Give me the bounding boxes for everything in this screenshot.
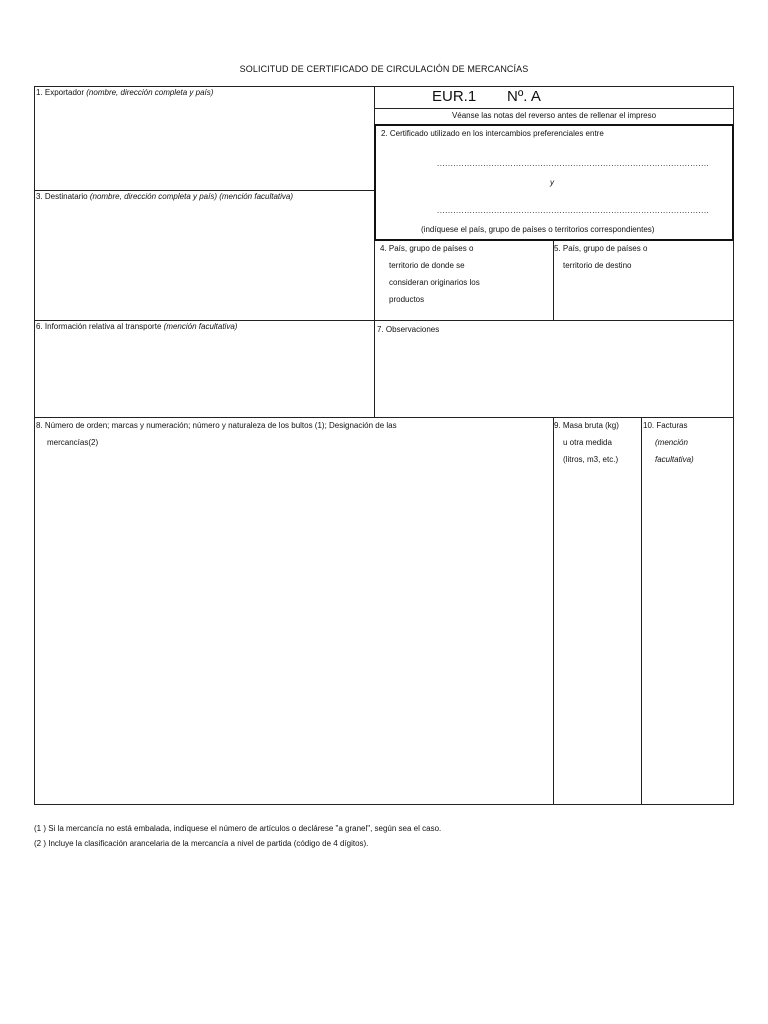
box5-label: 5. País, grupo de países o territorio de destino — [554, 244, 648, 270]
box8-label: 8. Número de orden; marcas y numeración; número y naturaleza de los bultos (1); Designación de las mercancías(2) — [36, 421, 397, 447]
box4-label: 4. País, grupo de países o territorio de donde se consideran originarios los productos — [380, 244, 480, 304]
gross-mass-field[interactable] — [555, 470, 639, 802]
divider-box8-box9 — [553, 417, 554, 805]
consignee-field[interactable] — [36, 204, 372, 318]
box3-label: 3. Destinatario (nombre, dirección completa y país) (mención facultativa) — [36, 192, 294, 201]
invoices-field[interactable] — [643, 470, 732, 802]
remarks-field[interactable] — [376, 336, 732, 416]
box2-dots-2: .................................................................................................... — [437, 206, 710, 215]
box2-dots-1: .................................................................................................... — [437, 159, 710, 168]
divider-box9-box10 — [641, 417, 642, 805]
exporter-field[interactable] — [36, 100, 372, 188]
preferential-trade-field[interactable] — [437, 150, 710, 215]
page-title: SOLICITUD DE CERTIFICADO DE CIRCULACIÓN DE MERCANCÍAS — [239, 64, 529, 74]
box6-label: 6. Información relativa al transporte (mención facultativa) — [36, 322, 238, 331]
transport-field[interactable] — [36, 334, 372, 416]
box1-label: 1. Exportador (nombre, dirección completa y país) — [36, 88, 214, 97]
box10-label: 10. Facturas (mención facultativa) — [643, 421, 694, 464]
box7-label: 7. Observaciones — [377, 325, 440, 334]
box2-and: y — [550, 178, 554, 187]
footnote-1: (1 ) Si la mercancía no está embalada, indíquese el número de artículos o declárese "a granel", según sea el caso. — [34, 824, 442, 833]
header-notes: Véanse las notas del reverso antes de rellenar el impreso — [451, 111, 657, 120]
goods-description-field[interactable] — [36, 452, 551, 802]
box2-hint: (indíquese el país, grupo de países o territorios correspondientes) — [421, 225, 655, 234]
certificate-number: Nº. A — [507, 88, 541, 105]
box9-label: 9. Masa bruta (kg) u otra medida (litros, m3, etc.) — [554, 421, 619, 464]
box2-label: 2. Certificado utilizado en los intercambios preferenciales entre — [381, 129, 604, 138]
eur-label: EUR.1 — [432, 88, 477, 105]
footnote-2: (2 ) Incluye la clasificación arancelaria de la mercancía a nivel de partida (código de 4 dígitos). — [34, 839, 369, 848]
